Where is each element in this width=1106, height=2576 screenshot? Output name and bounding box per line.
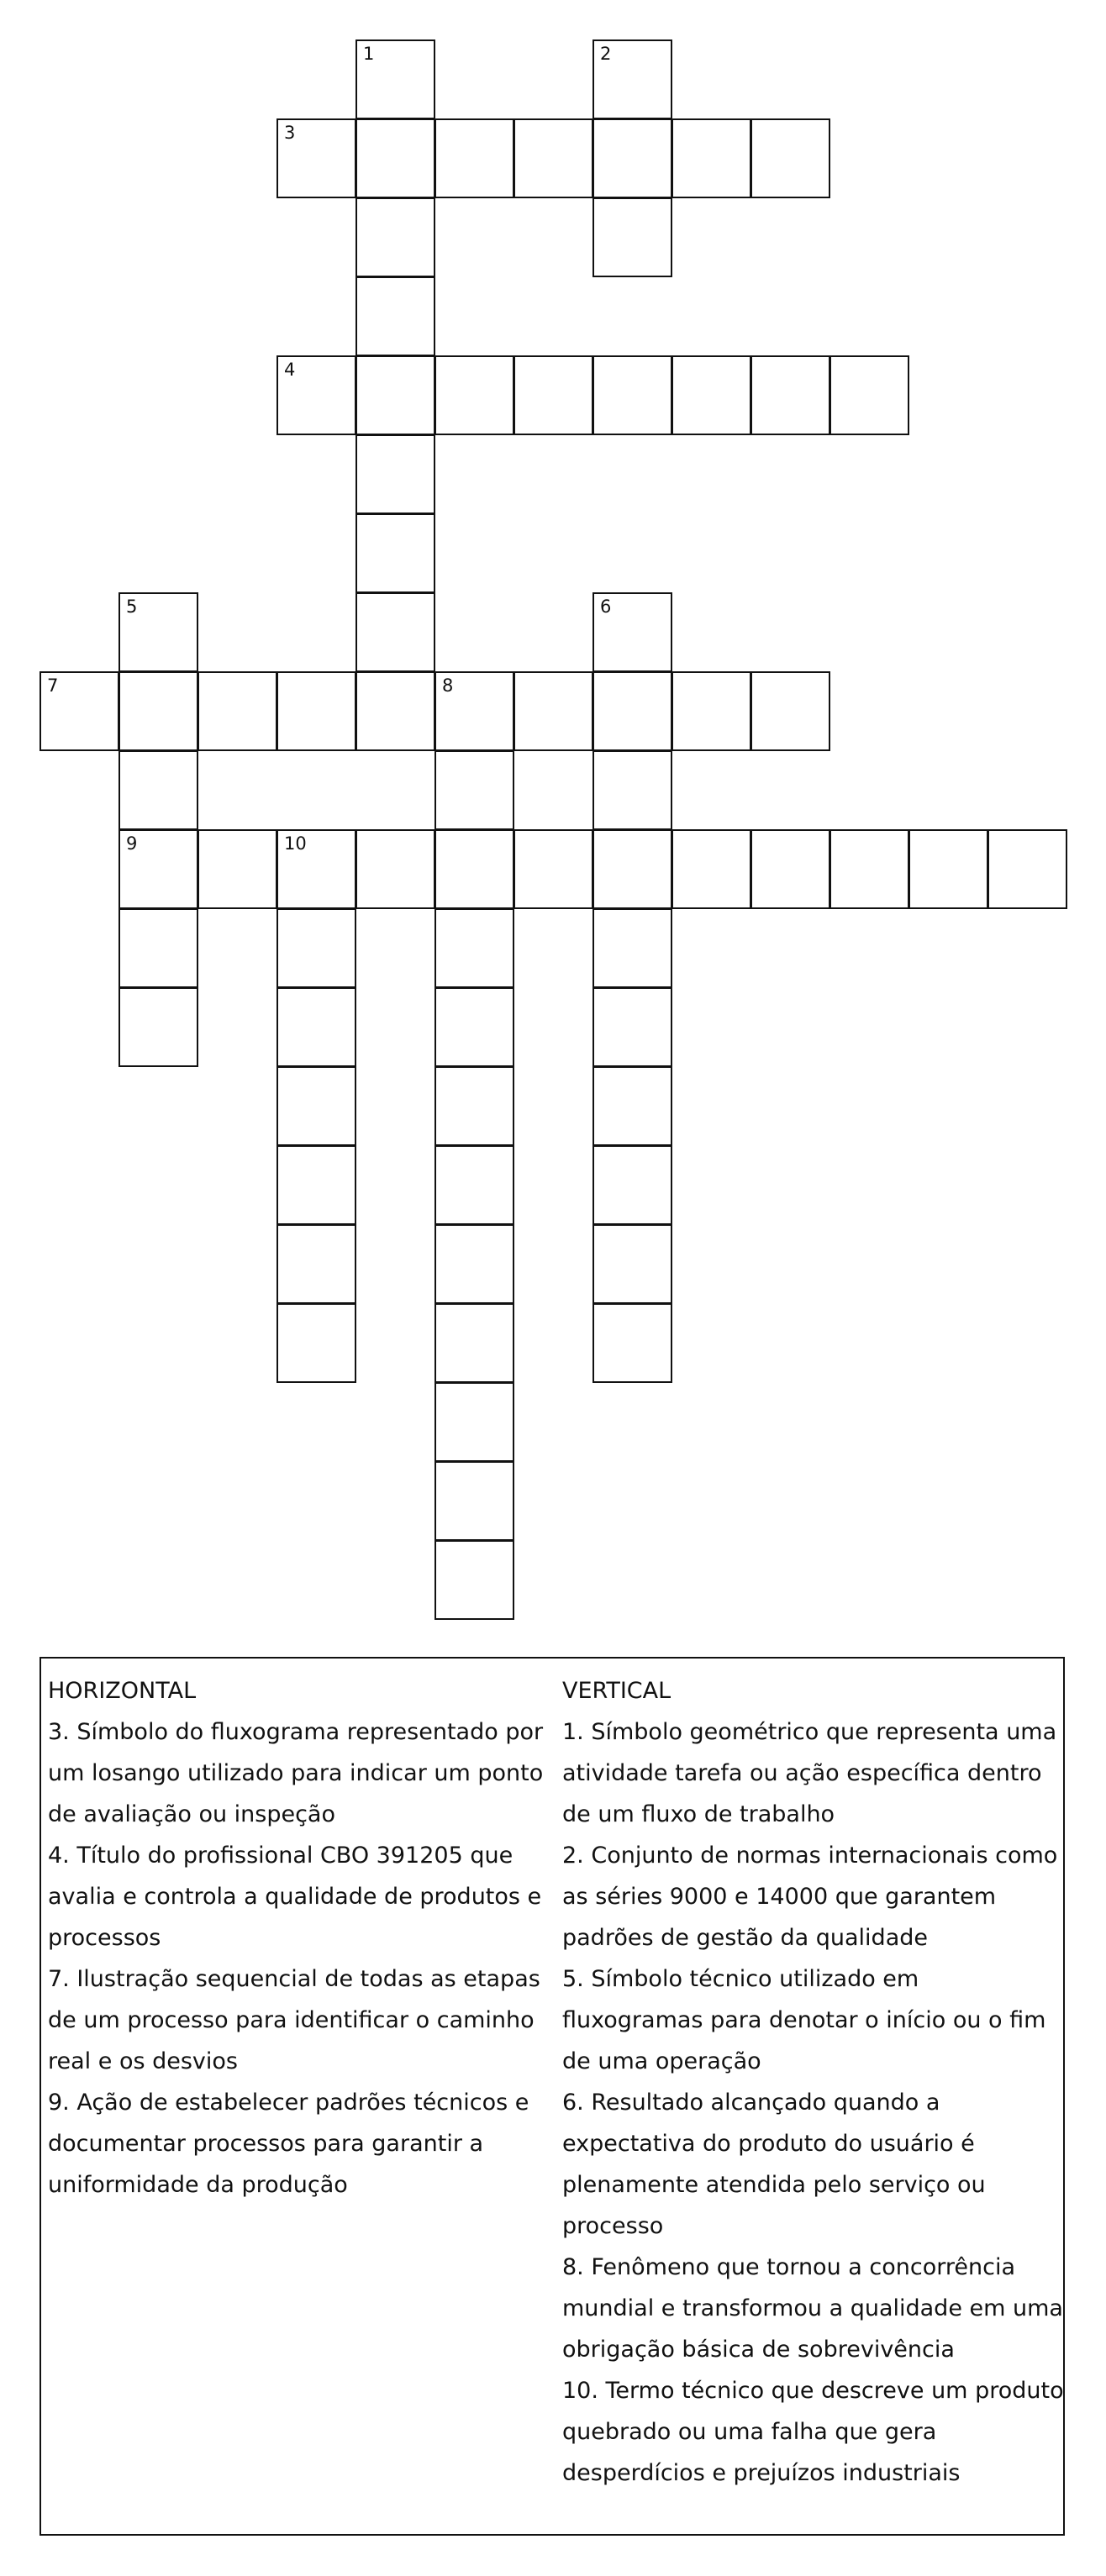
grid-cell[interactable]	[672, 829, 751, 909]
clue-horizontal-7: 7. Ilustração sequencial de todas as etapas de um processo para identificar o caminho real e os desvios	[48, 1966, 540, 2074]
grid-cell[interactable]	[514, 671, 593, 751]
clue-number: 10	[284, 833, 307, 854]
grid-cell[interactable]	[592, 355, 672, 435]
clue-horizontal-3: 3. Símbolo do fluxograma representado por um losango utilizado para indicar um ponto de avaliação ou inspeção	[48, 1719, 544, 1827]
clue-number: 8	[442, 676, 454, 696]
grid-cell[interactable]	[592, 197, 672, 277]
grid-cell[interactable]	[434, 1540, 514, 1620]
grid-cell-8[interactable]	[434, 671, 514, 751]
grid-cell[interactable]	[908, 829, 988, 909]
clue-vertical-2: 2. Conjunto de normas internacionais como as séries 9000 e 14000 que garantem padrões de gestão da qualidade	[562, 1843, 1058, 1951]
grid-cell-9[interactable]	[118, 829, 198, 909]
clue-vertical-8: 8. Fenômeno que tornou a concorrência mundial e transformou a qualidade em uma obrigação básica de sobrevivência	[562, 2254, 1063, 2363]
grid-cell[interactable]	[434, 1066, 514, 1146]
grid-cell[interactable]	[434, 1145, 514, 1225]
clue-number: 1	[363, 44, 375, 64]
clue-number: 4	[284, 360, 296, 380]
grid-cell[interactable]	[118, 750, 198, 830]
clue-vertical-5: 5. Símbolo técnico utilizado em fluxogramas para denotar o início ou o fim de uma operação	[562, 1966, 1046, 2074]
grid-cell[interactable]	[276, 908, 356, 988]
grid-cell[interactable]	[672, 118, 751, 198]
clue-horizontal-9: 9. Ação de estabelecer padrões técnicos e documentar processos para garantir a uniformidade da produção	[48, 2090, 529, 2198]
grid-cell[interactable]	[592, 829, 672, 909]
grid-cell[interactable]	[356, 355, 435, 435]
grid-cell[interactable]	[592, 1224, 672, 1304]
grid-cell[interactable]	[514, 355, 593, 435]
grid-cell[interactable]	[356, 118, 435, 198]
grid-cell[interactable]	[198, 671, 277, 751]
grid-cell-4[interactable]	[276, 355, 356, 435]
grid-cell[interactable]	[592, 750, 672, 830]
grid-cell-5[interactable]	[118, 592, 198, 672]
grid-cell[interactable]	[434, 1224, 514, 1304]
grid-cell[interactable]	[276, 1224, 356, 1304]
grid-cell[interactable]	[750, 671, 830, 751]
vertical-clues	[562, 1670, 1066, 2494]
grid-cell[interactable]	[750, 829, 830, 909]
horizontal-heading: HORIZONTAL	[48, 1678, 197, 1704]
grid-cell-6[interactable]	[592, 592, 672, 672]
grid-cell[interactable]	[830, 829, 909, 909]
grid-cell[interactable]	[592, 908, 672, 988]
grid-cell[interactable]	[356, 829, 435, 909]
grid-cell[interactable]	[356, 276, 435, 356]
grid-cell[interactable]	[434, 987, 514, 1067]
grid-cell[interactable]	[672, 355, 751, 435]
grid-cell[interactable]	[672, 671, 751, 751]
grid-cell[interactable]	[198, 829, 277, 909]
grid-cell[interactable]	[118, 987, 198, 1067]
grid-cell[interactable]	[356, 197, 435, 277]
grid-cell[interactable]	[592, 987, 672, 1067]
horizontal-clues	[48, 1670, 545, 2205]
grid-cell[interactable]	[988, 829, 1067, 909]
grid-cell-3[interactable]	[276, 118, 356, 198]
grid-cell[interactable]	[434, 750, 514, 830]
clue-number: 2	[600, 44, 612, 64]
grid-cell-10[interactable]	[276, 829, 356, 909]
grid-cell[interactable]	[592, 671, 672, 751]
grid-cell[interactable]	[592, 118, 672, 198]
grid-cell[interactable]	[356, 671, 435, 751]
clue-vertical-1: 1. Símbolo geométrico que representa uma atividade tarefa ou ação específica dentro de um fluxo de trabalho	[562, 1719, 1057, 1827]
clue-number: 9	[126, 833, 138, 854]
clue-number: 5	[126, 597, 138, 617]
grid-cell-7[interactable]	[40, 671, 119, 751]
grid-cell[interactable]	[356, 513, 435, 593]
clue-number: 7	[47, 676, 59, 696]
grid-cell[interactable]	[592, 1303, 672, 1383]
clue-vertical-10: 10. Termo técnico que descreve um produto quebrado ou uma falha que gera desperdícios e prejuízos industriais	[562, 2378, 1064, 2486]
grid-cell-2[interactable]	[592, 39, 672, 119]
grid-cell[interactable]	[356, 434, 435, 514]
clues-box	[40, 1657, 1065, 2536]
grid-cell[interactable]	[118, 671, 198, 751]
grid-cell[interactable]	[118, 908, 198, 988]
vertical-heading: VERTICAL	[562, 1678, 672, 1704]
grid-cell[interactable]	[434, 829, 514, 909]
grid-cell[interactable]	[592, 1066, 672, 1146]
clue-vertical-6: 6. Resultado alcançado quando a expectativa do produto do usuário é plenamente atendida pelo serviço ou processo	[562, 2090, 986, 2239]
grid-cell[interactable]	[276, 1066, 356, 1146]
grid-cell[interactable]	[592, 1145, 672, 1225]
grid-cell[interactable]	[356, 592, 435, 672]
grid-cell[interactable]	[750, 355, 830, 435]
grid-cell[interactable]	[276, 671, 356, 751]
grid-cell[interactable]	[276, 1303, 356, 1383]
grid-cell[interactable]	[830, 355, 909, 435]
clue-number: 6	[600, 597, 612, 617]
grid-cell[interactable]	[434, 908, 514, 988]
clue-number: 3	[284, 123, 296, 143]
clue-horizontal-4: 4. Título do profissional CBO 391205 que avalia e controla a qualidade de produtos e processos	[48, 1843, 542, 1951]
grid-cell[interactable]	[434, 1382, 514, 1462]
grid-cell-1[interactable]	[356, 39, 435, 119]
grid-cell[interactable]	[276, 987, 356, 1067]
grid-cell[interactable]	[434, 355, 514, 435]
grid-cell[interactable]	[514, 118, 593, 198]
grid-cell[interactable]	[276, 1145, 356, 1225]
grid-cell[interactable]	[434, 1303, 514, 1383]
grid-cell[interactable]	[434, 1461, 514, 1541]
grid-cell[interactable]	[514, 829, 593, 909]
grid-cell[interactable]	[750, 118, 830, 198]
grid-cell[interactable]	[434, 118, 514, 198]
